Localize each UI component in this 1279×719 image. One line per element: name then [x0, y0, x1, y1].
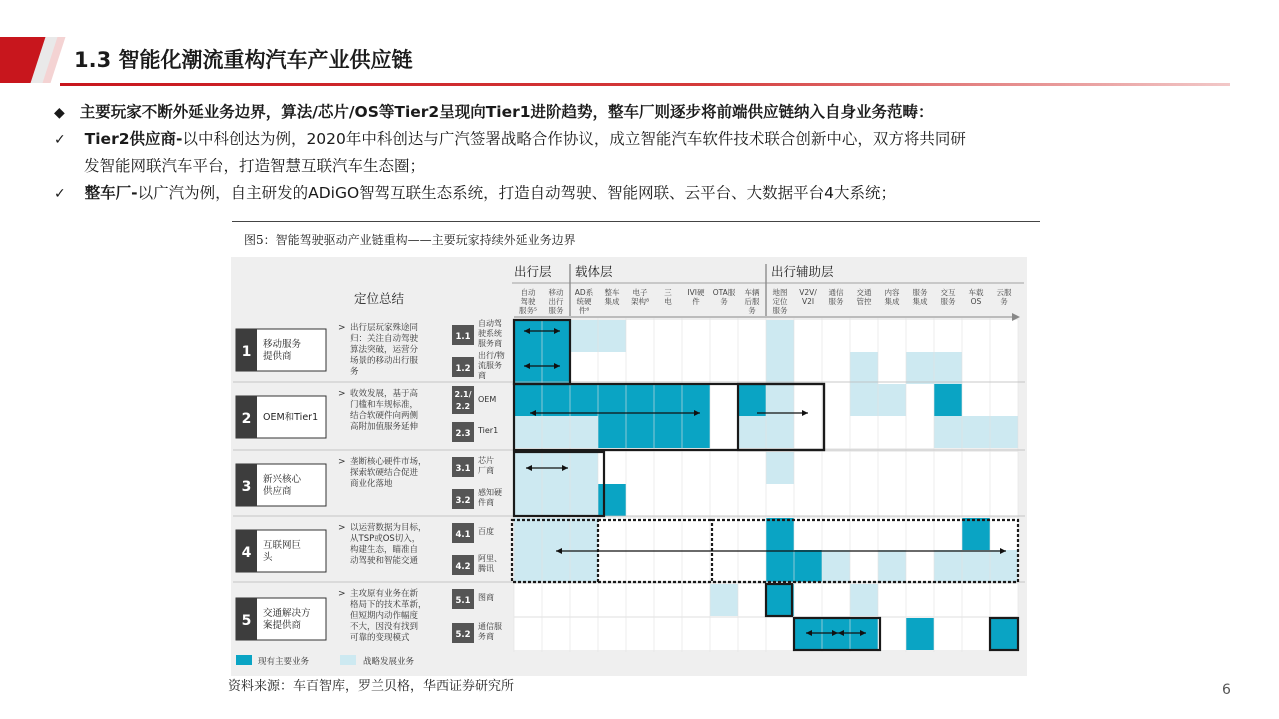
group-description: 算法突破，运营分 — [350, 345, 419, 355]
strategic-business-cell — [514, 484, 542, 516]
row-code: 3.1 — [455, 464, 471, 474]
strategic-business-cell — [934, 416, 962, 448]
bullet-main-text: 主要玩家不断外延业务边界，算法/芯片/OS等Tier2呈现向Tier1进阶趋势，整车厂则逐步将前端供应链纳入自身业务范畴： — [79, 103, 934, 121]
main-business-cell — [906, 618, 934, 650]
group-number: 3 — [241, 479, 252, 495]
page-number: 6 — [1222, 682, 1231, 698]
group-name: 交通解决方 — [263, 608, 311, 619]
column-header: 自动 — [520, 288, 536, 297]
main-business-cell — [990, 618, 1018, 650]
strategic-business-cell — [514, 518, 542, 550]
group-description: 从TSP或OS切入， — [350, 534, 421, 544]
strategic-business-cell — [710, 584, 738, 616]
group-description: 探索软硬结合促进 — [350, 468, 419, 478]
main-business-cell — [542, 384, 570, 416]
row-code: 5.2 — [455, 630, 471, 640]
group-description: 归：关注自动驾驶 — [350, 334, 419, 344]
strategic-business-cell — [878, 550, 906, 582]
row-label: 出行/物 — [478, 351, 505, 360]
row-code: 1.1 — [455, 332, 471, 342]
row-label: 芯片 — [478, 456, 494, 465]
group-description: 出行层玩家殊途同 — [350, 323, 419, 333]
main-business-cell — [514, 384, 542, 416]
layer-header: 出行辅助层 — [771, 264, 834, 279]
row-code: 2.2 — [455, 402, 471, 411]
main-business-cell — [794, 550, 822, 582]
column-header: 务 — [720, 297, 728, 306]
strategic-business-cell — [990, 416, 1018, 448]
group-name: 提供商 — [263, 351, 292, 362]
column-header: 通信 — [828, 288, 844, 297]
row-code: 4.2 — [455, 562, 471, 572]
column-header: OS — [970, 297, 982, 306]
column-header: 件⁶ — [578, 306, 590, 315]
group-desc-marker: > — [338, 323, 346, 333]
legend-swatch-main — [236, 655, 252, 665]
strategic-business-cell — [962, 550, 990, 582]
group-description: 商业化落地 — [350, 479, 393, 489]
group-name: 头 — [263, 552, 273, 563]
strategic-business-cell — [766, 416, 794, 448]
group-description: 门槛和车规标准， — [350, 400, 419, 410]
figure-source: 资料来源：车百智库，罗兰贝格，华西证券研究所 — [228, 679, 515, 694]
strategic-business-cell — [570, 550, 598, 582]
legend-strategic-label: 战略发展业务 — [363, 657, 415, 667]
column-header: 服务⁵ — [518, 306, 538, 315]
main-business-cell — [766, 584, 794, 616]
column-header: 集成 — [884, 297, 900, 306]
column-header: 车载 — [968, 288, 984, 297]
group-number: 5 — [241, 613, 252, 629]
strategic-business-cell — [962, 416, 990, 448]
tier2-text-line1: 以中科创达为例，2020年中科创达与广汽签署战略合作协议，成立智能汽车软件技术联合创新中心，双方将共同研 — [182, 130, 966, 148]
layer-header: 载体层 — [575, 264, 613, 279]
strategic-business-cell — [570, 452, 598, 484]
column-header: OTA服 — [712, 288, 736, 297]
strategic-business-cell — [514, 550, 542, 582]
main-business-cell — [934, 384, 962, 416]
row-code: 2.3 — [455, 429, 471, 439]
column-header: 驾驶 — [520, 297, 536, 306]
group-desc-marker: > — [338, 389, 346, 399]
strategic-business-cell — [542, 518, 570, 550]
main-business-cell — [598, 416, 626, 448]
column-header: 电 — [664, 297, 672, 306]
group-number: 2 — [241, 411, 252, 427]
row-label: 感知硬 — [478, 488, 502, 497]
group-description: 格局下的技术革新， — [350, 600, 427, 610]
main-business-cell — [626, 384, 654, 416]
legend-main-label: 现有主要业务 — [258, 657, 310, 667]
row-code: 1.2 — [455, 364, 471, 374]
group-description: 主攻原有业务在新 — [350, 589, 419, 599]
group-description: 结合软硬件向两侧 — [350, 411, 419, 421]
row-label: 流服务 — [478, 361, 502, 370]
column-header: 移动 — [548, 288, 564, 297]
column-header: 集成 — [912, 297, 928, 306]
row-code: 4.1 — [455, 530, 471, 540]
strategic-business-cell — [878, 384, 906, 416]
main-business-cell — [542, 320, 570, 352]
main-business-cell — [570, 384, 598, 416]
column-header: 出行 — [548, 297, 564, 306]
check-icon: ✓ — [54, 186, 66, 202]
row-label: 阿里、 — [478, 554, 502, 563]
oem-text: 以广汽为例，自主研发的ADiGO智驾互联生态系统，打造自动驾驶、智能网联、云平台、大数据平台4大系统； — [137, 184, 897, 202]
group-name: 互联网巨 — [263, 540, 302, 551]
strategic-business-cell — [766, 384, 794, 416]
column-header: 地图 — [772, 288, 788, 297]
strategic-business-cell — [570, 320, 598, 352]
group-description: 垄断核心硬件市场， — [350, 457, 427, 467]
group-description: 可靠的变现模式 — [350, 633, 410, 643]
strategic-business-cell — [934, 352, 962, 384]
group-name: 案提供商 — [263, 620, 302, 631]
strategic-business-cell — [738, 416, 766, 448]
column-header: 服务 — [940, 297, 956, 306]
main-business-cell — [682, 416, 710, 448]
row-code: 3.2 — [455, 496, 471, 506]
column-header: 服务 — [772, 306, 788, 315]
strategic-business-cell — [766, 320, 794, 352]
group-number: 4 — [241, 545, 252, 561]
column-header: 服务 — [912, 288, 928, 297]
tier2-text-line2: 发智能网联汽车平台，打造智慧互联汽车生态圈； — [84, 157, 426, 175]
column-header: 服务 — [548, 306, 564, 315]
column-header: 集成 — [604, 297, 620, 306]
main-business-cell — [598, 384, 626, 416]
column-header: 电子 — [632, 288, 648, 297]
strategic-business-cell — [990, 550, 1018, 582]
row-label: 通信服 — [478, 622, 502, 631]
check-icon: ✓ — [54, 132, 66, 148]
column-header: 内容 — [884, 288, 900, 297]
main-business-cell — [766, 518, 794, 550]
strategic-business-cell — [850, 584, 878, 616]
row-label: 百度 — [478, 527, 494, 536]
column-header: 三 — [664, 288, 672, 297]
figure-caption: 图5：智能驾驶驱动产业链重构——主要玩家持续外延业务边界 — [244, 233, 576, 247]
page-title: 1.3 智能化潮流重构汽车产业供应链 — [74, 48, 413, 72]
column-header: 交互 — [940, 288, 956, 297]
strategic-business-cell — [514, 416, 542, 448]
position-summary-header: 定位总结 — [354, 291, 405, 306]
group-description: 动驾驶和智能交通 — [350, 556, 419, 566]
row-label: 务商 — [478, 632, 494, 641]
strategic-business-cell — [822, 550, 850, 582]
strategic-business-cell — [934, 550, 962, 582]
row-label: 图商 — [478, 593, 494, 602]
main-business-cell — [654, 416, 682, 448]
tier2-label: Tier2供应商- — [84, 130, 183, 148]
column-header: 统硬 — [576, 297, 592, 306]
group-description: 不大，因没有找到 — [350, 622, 419, 632]
column-header: AD系 — [574, 288, 594, 297]
main-business-cell — [514, 320, 542, 352]
strategic-business-cell — [570, 416, 598, 448]
row-label: 驶系统 — [478, 329, 502, 338]
group-desc-marker: > — [338, 457, 346, 467]
main-business-cell — [626, 416, 654, 448]
strategic-business-cell — [766, 352, 794, 384]
strategic-business-cell — [906, 352, 934, 384]
column-header: 交通 — [856, 288, 872, 297]
row-label: 腾讯 — [478, 564, 494, 573]
group-desc-marker: > — [338, 523, 346, 533]
column-header: 架构⁸ — [630, 297, 650, 306]
group-description: 务 — [350, 367, 359, 377]
row-label: 厂商 — [478, 466, 494, 475]
column-header: IVI硬 — [687, 288, 705, 297]
column-header: 务 — [748, 306, 756, 315]
main-business-cell — [962, 518, 990, 550]
group-name: 供应商 — [263, 486, 292, 497]
strategic-business-cell — [542, 550, 570, 582]
row-label: 件商 — [478, 498, 494, 507]
column-header: V2I — [801, 297, 815, 306]
strategic-business-cell — [570, 484, 598, 516]
row-label: 服务商 — [478, 339, 502, 348]
group-number: 1 — [241, 344, 252, 360]
row-label: Tier1 — [478, 426, 499, 435]
layer-header: 出行层 — [514, 264, 552, 279]
main-business-cell — [598, 484, 626, 516]
group-desc-marker: > — [338, 589, 346, 599]
group-name: OEM和Tier1 — [263, 412, 319, 423]
strategic-business-cell — [850, 384, 878, 416]
main-business-cell — [654, 384, 682, 416]
row-code: 2.1/ — [454, 390, 472, 399]
strategic-business-cell — [850, 352, 878, 384]
group-description: 但短期内动作幅度 — [350, 611, 419, 621]
strategic-business-cell — [598, 320, 626, 352]
group-description: 以运营数据为目标， — [350, 523, 427, 533]
column-header: 后服 — [744, 297, 760, 306]
column-header: 整车 — [604, 288, 620, 297]
strategic-business-cell — [542, 416, 570, 448]
main-business-cell — [738, 384, 766, 416]
oem-label: 整车厂- — [84, 184, 138, 202]
column-header: 定位 — [772, 297, 788, 306]
group-description: 构建生态，瞄准自 — [350, 545, 419, 555]
column-header: 云服 — [996, 288, 1012, 297]
row-code: 5.1 — [455, 596, 471, 606]
strategic-business-cell — [570, 518, 598, 550]
strategic-business-cell — [542, 484, 570, 516]
column-header: 务 — [1000, 297, 1008, 306]
column-header: 服务 — [828, 297, 844, 306]
group-description: 高附加值服务延伸 — [350, 422, 419, 432]
legend-swatch-strategic — [340, 655, 356, 665]
group-name: 移动服务 — [263, 339, 302, 350]
row-label: 自动驾 — [478, 319, 502, 328]
column-header: 件 — [692, 297, 700, 306]
row-label: OEM — [478, 395, 497, 404]
group-description: 场景的移动出行服 — [350, 356, 419, 366]
strategic-business-cell — [766, 452, 794, 484]
diamond-bullet-icon: ◆ — [54, 105, 65, 121]
main-business-cell — [766, 550, 794, 582]
column-header: V2V/ — [799, 288, 817, 297]
group-description: 收效发展，基于高 — [350, 389, 419, 399]
column-header: 车辆 — [744, 288, 760, 297]
group-name: 新兴核心 — [263, 474, 302, 485]
column-header: 管控 — [856, 297, 872, 306]
row-label: 商 — [478, 371, 486, 380]
